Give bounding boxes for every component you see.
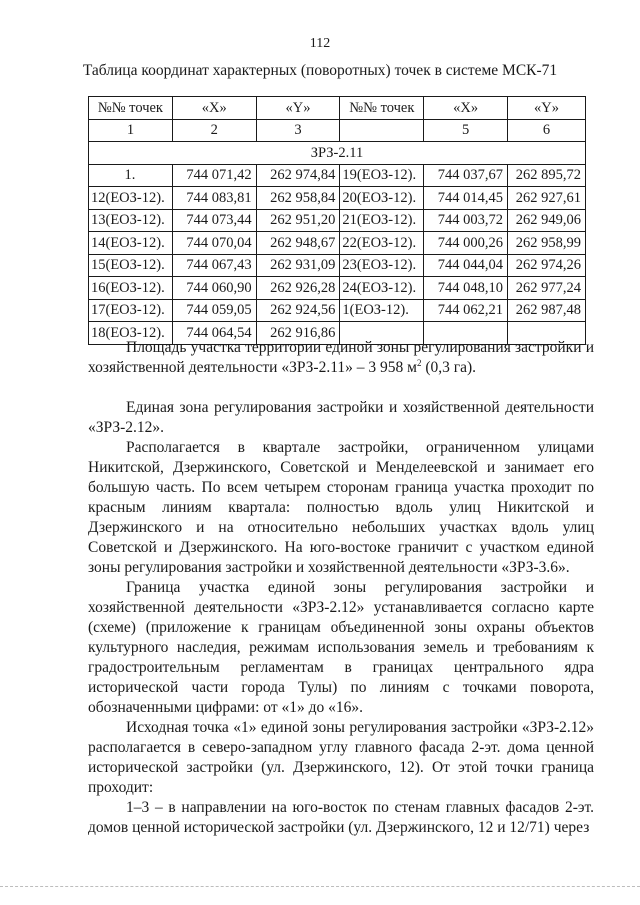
- table-cell: 744 070,04: [172, 232, 256, 255]
- area-text: Площадь участка территории единой зоны регулирования застройки и хозяйственной деятельности «ЗРЗ-2.11» – 3 958 м: [88, 339, 594, 376]
- table-header-cell: №№ точек: [89, 97, 173, 120]
- table-cell: 262 948,67: [256, 232, 340, 255]
- table-row: [89, 277, 586, 300]
- table-cell: 262 949,06: [508, 209, 586, 232]
- table-cell: 744 060,90: [172, 277, 256, 300]
- table-column-number: 6: [508, 119, 586, 142]
- table-cell: 744 064,54: [172, 322, 256, 345]
- table-header-cell: «X»: [172, 97, 256, 120]
- table-cell: 262 927,61: [508, 187, 586, 210]
- table-cell: 1(ЕОЗ-12).: [340, 299, 424, 322]
- table-title: Таблица координат характерных (поворотных) точек в системе МСК-71: [82, 62, 558, 79]
- table-cell: 744 083,81: [172, 187, 256, 210]
- table-row: [89, 209, 586, 232]
- table-cell: 15(ЕОЗ-12).: [89, 254, 173, 277]
- table-header-cell: «X»: [424, 97, 508, 120]
- table-cell: 20(ЕОЗ-12).: [340, 187, 424, 210]
- table-cell: 744 048,10: [424, 277, 508, 300]
- table-header-cell: «Y»: [256, 97, 340, 120]
- table-cell: 18(ЕОЗ-12).: [89, 322, 173, 345]
- section-heading: Единая зона регулирования застройки и хозяйственной деятельности «ЗРЗ-2.12».: [88, 399, 594, 436]
- table-row: [89, 232, 586, 255]
- table-cell: 12(ЕОЗ-12).: [89, 187, 173, 210]
- table-cell: 744 073,44: [172, 209, 256, 232]
- table-cell: 262 926,28: [256, 277, 340, 300]
- table-cell: 744 014,45: [424, 187, 508, 210]
- table-cell: 744 059,05: [172, 299, 256, 322]
- table-cell: 1.: [89, 164, 173, 187]
- table-zone-label: ЗРЗ-2.11: [89, 142, 586, 165]
- table-cell: 262 895,72: [508, 164, 586, 187]
- table-cell: 262 916,86: [256, 322, 340, 345]
- table-cell: 17(ЕОЗ-12).: [89, 299, 173, 322]
- table-header-cell: №№ точек: [340, 97, 424, 120]
- table-cell: 744 067,43: [172, 254, 256, 277]
- table-cell: 262 958,84: [256, 187, 340, 210]
- table-cell: 16(ЕОЗ-12).: [89, 277, 173, 300]
- table-row: [89, 254, 586, 277]
- table-cell: 262 958,99: [508, 232, 586, 255]
- table-row: [89, 187, 586, 210]
- area-superscript: 2: [416, 357, 422, 368]
- table-row: [89, 299, 586, 322]
- section-body: [88, 398, 594, 838]
- table-cell: 21(ЕОЗ-12).: [340, 209, 424, 232]
- area-paragraph: [88, 338, 594, 378]
- table-cell: 262 931,09: [256, 254, 340, 277]
- paragraph-boundary: Граница участка единой зоны регулирования застройки и хозяйственной деятельности «ЗРЗ-2.12» устанавливается согласно карте (схеме) (приложение к границам объединенной зоны охраны объектов культурного наследия, режимам использования земель и требованиям к градостроительным регламентам в границах центрального ядра исторической части города Тулы) по линиям с точками поворота, обозначенными цифрами: от «1» до «16».: [88, 579, 594, 716]
- table-cell: 744 003,72: [424, 209, 508, 232]
- table-header-cell: «Y»: [508, 97, 586, 120]
- area-text-end: (0,3 га).: [421, 359, 477, 376]
- table-cell: 744 071,42: [172, 164, 256, 187]
- table-column-number: 1: [89, 119, 173, 142]
- table-header-row: [89, 97, 586, 120]
- table-row: [89, 164, 586, 187]
- coordinates-table: [88, 96, 586, 345]
- table-cell: 744 000,26: [424, 232, 508, 255]
- table-cell: 24(ЕОЗ-12).: [340, 277, 424, 300]
- table-cell: 262 924,56: [256, 299, 340, 322]
- page-bottom-divider: [0, 886, 640, 887]
- table-cell: 23(ЕОЗ-12).: [340, 254, 424, 277]
- table-column-number: 2: [172, 119, 256, 142]
- table-column-number-row: [89, 119, 586, 142]
- paragraph-location: Располагается в квартале застройки, ограниченном улицами Никитской, Дзержинского, Советской и Менделеевской и занимает его большую часть. По всем четырем сторонам граница участка проходит по красным линиям квартала: полностью вдоль улиц Никитской и Дзержинского и на относительно небольших участках вдоль улиц Советской и Дзержинского. На юго-востоке граничит с участком единой зоны регулирования застройки и хозяйственной деятельности «ЗРЗ-3.6».: [88, 439, 594, 576]
- table-cell: 262 977,24: [508, 277, 586, 300]
- table-cell: 262 974,26: [508, 254, 586, 277]
- table-column-number: 5: [424, 119, 508, 142]
- paragraph-start-point: Исходная точка «1» единой зоны регулирования застройки «ЗРЗ-2.12» располагается в северо-западном углу главного фасада 2-эт. дома ценной исторической застройки (ул. Дзержинского, 12). От этой точки граница проходит:: [88, 719, 594, 796]
- table-cell: 262 951,20: [256, 209, 340, 232]
- table-column-number: [340, 119, 424, 142]
- table-cell: 22(ЕОЗ-12).: [340, 232, 424, 255]
- paragraph-segment: 1–3 – в направлении на юго-восток по стенам главных фасадов 2-эт. домов ценной исторической застройки (ул. Дзержинского, 12 и 12/71) через: [88, 799, 594, 836]
- table-cell: 744 044,04: [424, 254, 508, 277]
- table-cell: 262 974,84: [256, 164, 340, 187]
- table-cell: 13(ЕОЗ-12).: [89, 209, 173, 232]
- table-column-number: 3: [256, 119, 340, 142]
- table-cell: 744 062,21: [424, 299, 508, 322]
- page-number: 112: [309, 36, 331, 51]
- table-cell: 14(ЕОЗ-12).: [89, 232, 173, 255]
- table-cell: 744 037,67: [424, 164, 508, 187]
- table-cell: 19(ЕОЗ-12).: [340, 164, 424, 187]
- table-zone-row: [89, 142, 586, 165]
- table-cell: 262 987,48: [508, 299, 586, 322]
